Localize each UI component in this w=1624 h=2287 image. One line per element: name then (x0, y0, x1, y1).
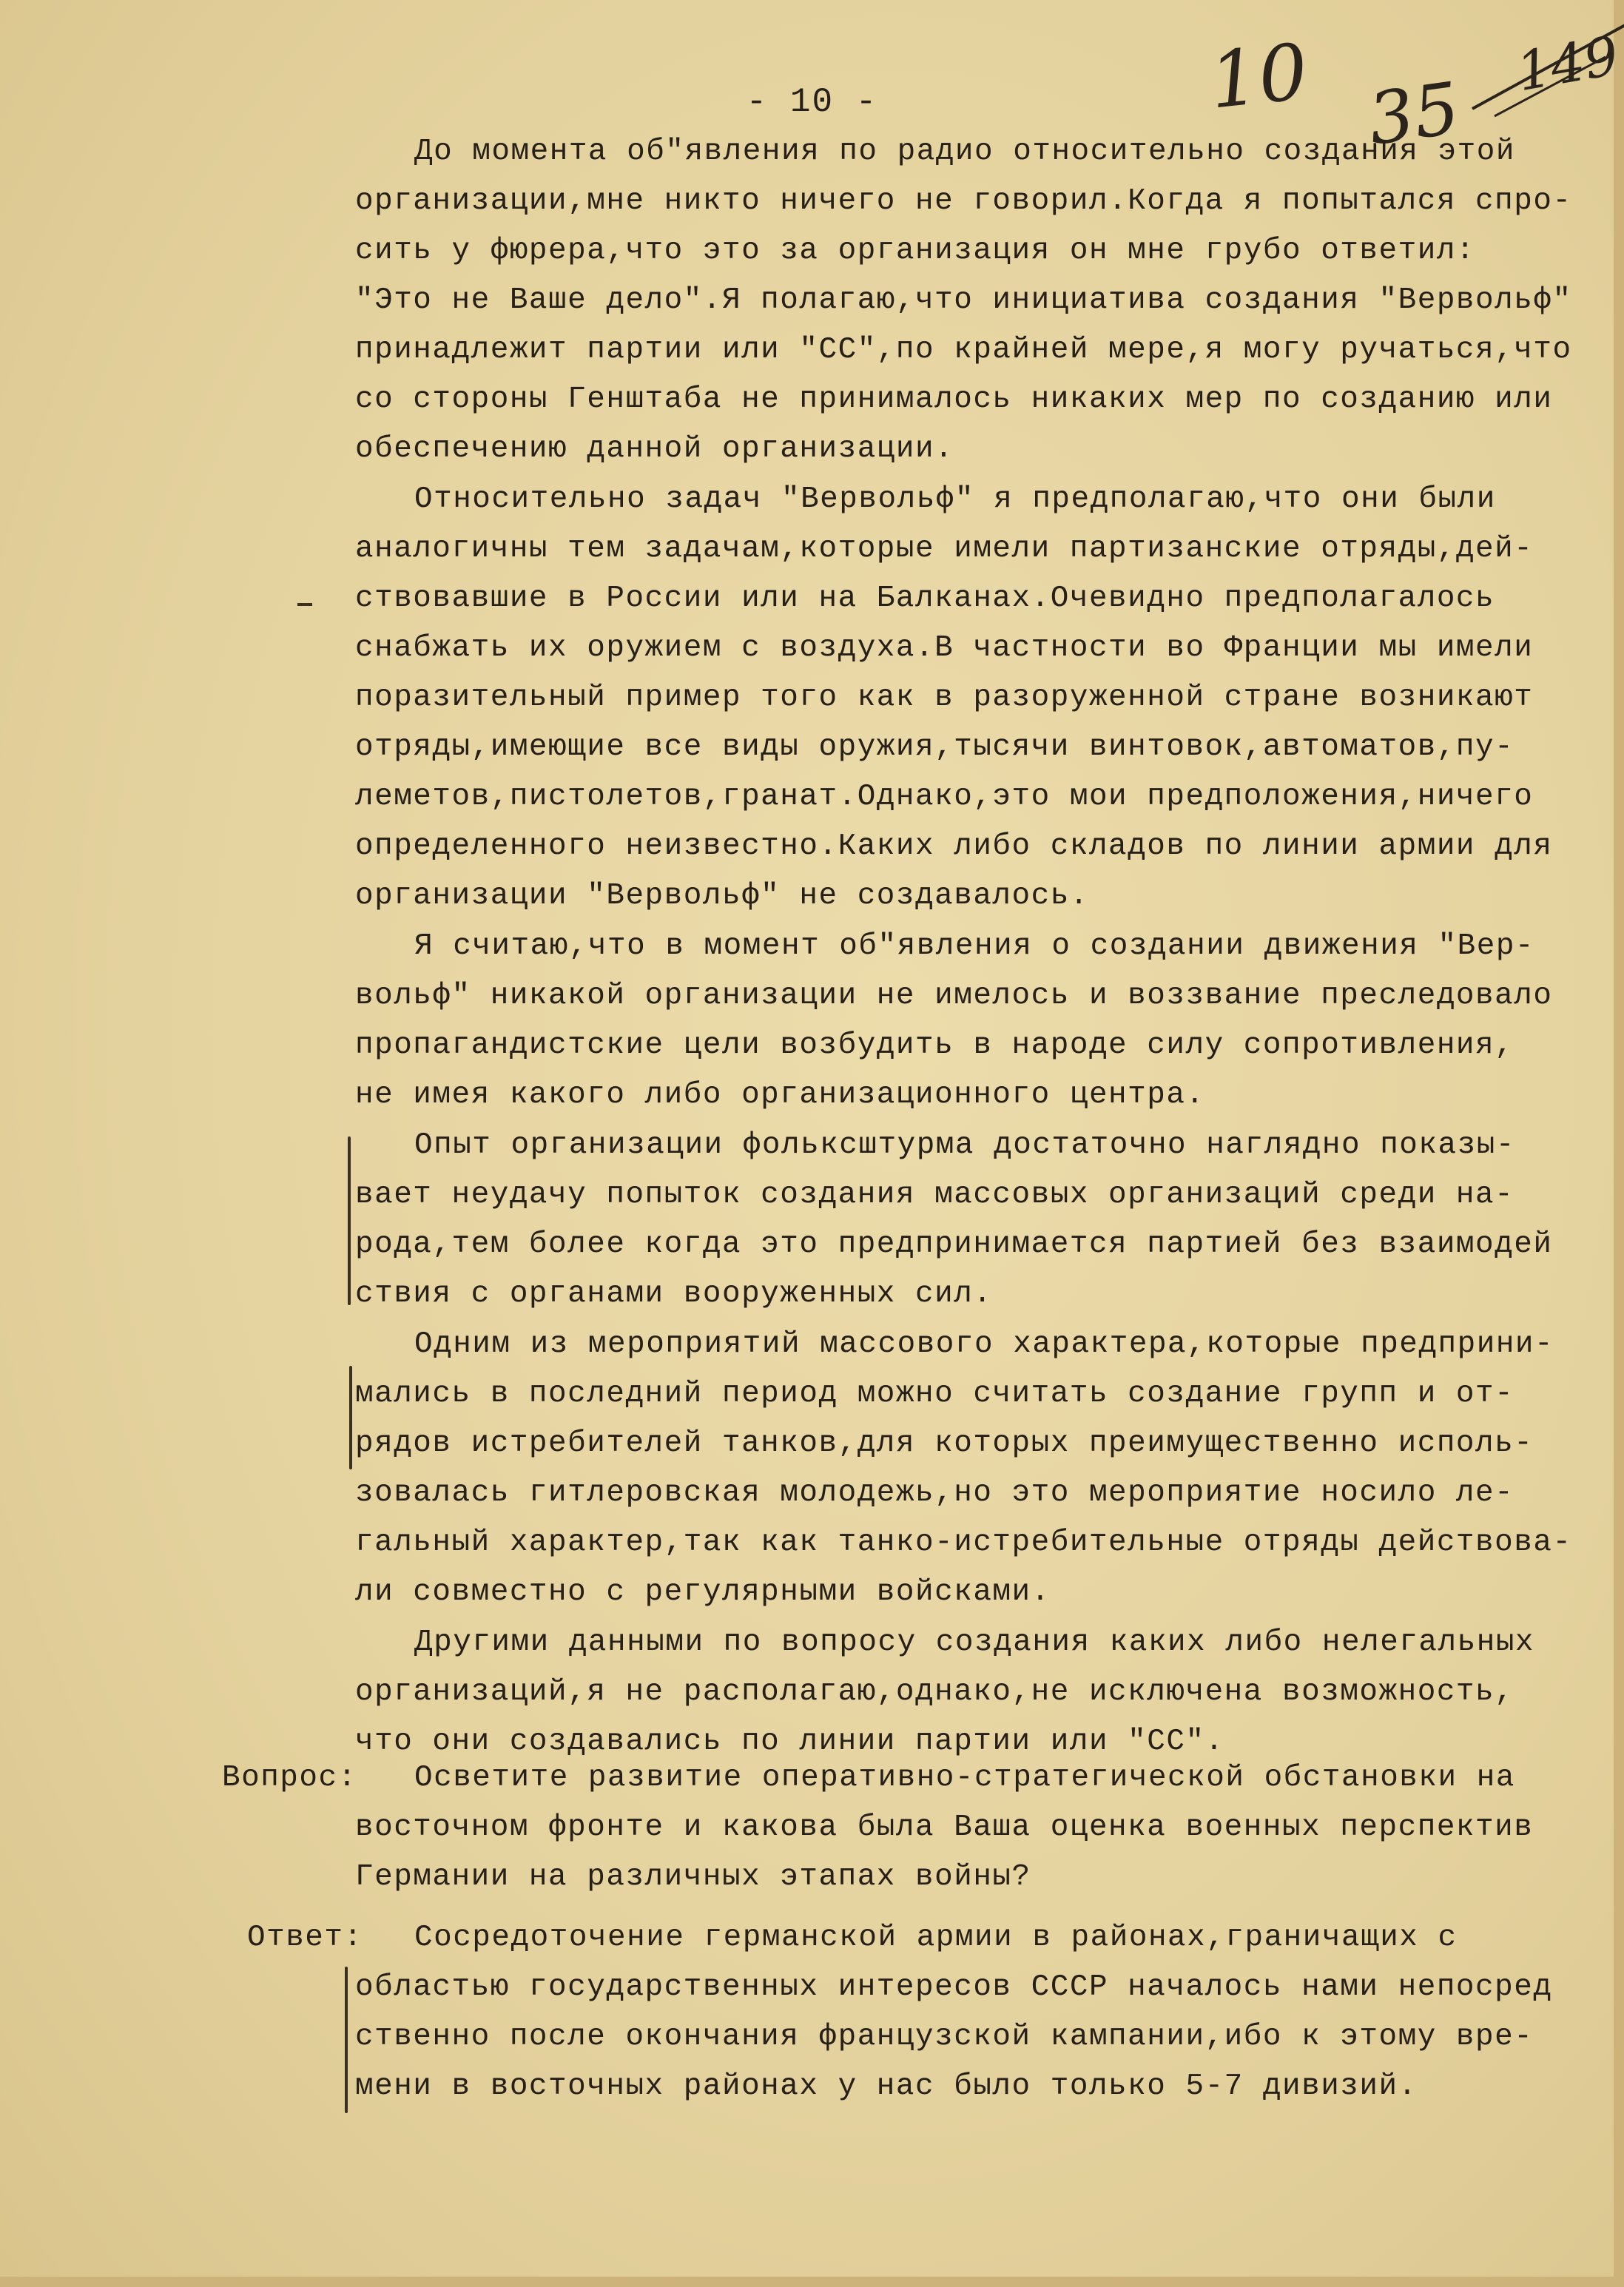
text-line: не имея какого либо организационного центра. (355, 1078, 1205, 1112)
question-label: Вопрос: (222, 1761, 357, 1795)
question-line: Германии на различных этапах войны? (355, 1860, 1031, 1894)
text-line: ли совместно с регулярными войсками. (355, 1575, 1051, 1609)
margin-bracket-1 (348, 1136, 351, 1305)
handwritten-archive-number: 35 (1363, 67, 1465, 161)
text-line: гальный характер,так как танко-истребительные отряды действова- (355, 1526, 1572, 1560)
text-line: организации "Вервольф" не создавалось. (355, 879, 1089, 913)
answer-line: ственно после окончания французской кампании,ибо к этому вре- (355, 2020, 1534, 2054)
text-line: обеспечению данной организации. (355, 432, 954, 466)
answer-line: мени в восточных районах у нас было только 5-7 дивизий. (355, 2069, 1418, 2104)
answer-line: областью государственных интересов СССР началось нами непосред (355, 1970, 1553, 2004)
text-line: со стороны Генштаба не принималось никаких мер по созданию или (355, 383, 1553, 417)
text-line: поразительный пример того как в разоруженной стране возникают (355, 681, 1534, 715)
text-line: Опыт организации фольксштурма достаточно наглядно показы- (414, 1128, 1515, 1162)
question-line: восточном фронте и какова была Ваша оценка военных перспектив (355, 1811, 1534, 1845)
question-line: Осветите развитие оперативно-стратегической обстановки на (414, 1761, 1515, 1795)
text-line: ствовавшие в России или на Балканах.Очевидно предполагалось (355, 582, 1495, 616)
handwritten-sheet-number: 149 (1512, 24, 1623, 104)
text-line: Другими данными по вопросу создания каких либо нелегальных (414, 1626, 1535, 1660)
text-line: Я считаю,что в момент об"явления о создании движения "Вер- (414, 929, 1535, 963)
text-line: рода,тем более когда это предпринимается партией без взаимодей (355, 1227, 1553, 1262)
page-edge-right (1614, 0, 1624, 2287)
text-line: определенного неизвестно.Каких либо складов по линии армии для (355, 829, 1553, 863)
answer-line: Сосредоточение германской армии в районах,граничащих с (414, 1921, 1458, 1955)
text-line: вольф" никакой организации не имелось и воззвание преследовало (355, 979, 1553, 1013)
margin-dash-mark (297, 603, 312, 606)
text-line: организации,мне никто ничего не говорил.Когда я попытался спро- (355, 184, 1572, 218)
text-line: отряды,имеющие все виды оружия,тысячи винтовок,автоматов,пу- (355, 730, 1515, 764)
text-line: Одним из мероприятий массового характера,которые предприни- (414, 1327, 1554, 1361)
answer-label: Ответ: (247, 1921, 363, 1955)
text-line: зовалась гитлеровская молодежь,но это мероприятие носило ле- (355, 1476, 1515, 1510)
handwritten-page-number: 10 (1204, 26, 1313, 127)
text-line: До момента об"явления по радио относительно создания этой (414, 135, 1515, 169)
text-line: снабжать их оружием с воздуха.В частности во Франции мы имели (355, 631, 1534, 665)
text-line: пропагандистские цели возбудить в народе силу сопротивления, (355, 1028, 1515, 1062)
text-line: ствия с органами вооруженных сил. (355, 1277, 993, 1311)
text-line: аналогичны тем задачам,которые имели партизанские отряды,дей- (355, 532, 1534, 566)
text-line: организаций,я не располагаю,однако,не исключена возможность, (355, 1675, 1515, 1709)
page-number: - 10 - (746, 83, 878, 121)
text-line: что они создавались по линии партии или "СС". (355, 1725, 1224, 1759)
text-line: вает неудачу попыток создания массовых организаций среди на- (355, 1178, 1515, 1212)
text-line: мались в последний период можно считать создание групп и от- (355, 1377, 1515, 1411)
text-line: Относительно задач "Вервольф" я предполагаю,что они были (414, 482, 1496, 516)
margin-bracket-3 (345, 1967, 348, 2113)
text-line: сить у фюрера,что это за организация он мне грубо ответил: (355, 234, 1476, 268)
text-line: принадлежит партии или "СС",по крайней мере,я могу ручаться,что (355, 333, 1572, 367)
margin-bracket-2 (349, 1366, 352, 1469)
text-line: рядов истребителей танков,для которых преимущественно исполь- (355, 1427, 1534, 1461)
text-line: леметов,пистолетов,гранат.Однако,это мои предположения,ничего (355, 780, 1534, 814)
text-line: "Это не Ваше дело".Я полагаю,что инициатива создания "Вервольф" (355, 283, 1572, 317)
page-edge-bottom (0, 2277, 1624, 2287)
